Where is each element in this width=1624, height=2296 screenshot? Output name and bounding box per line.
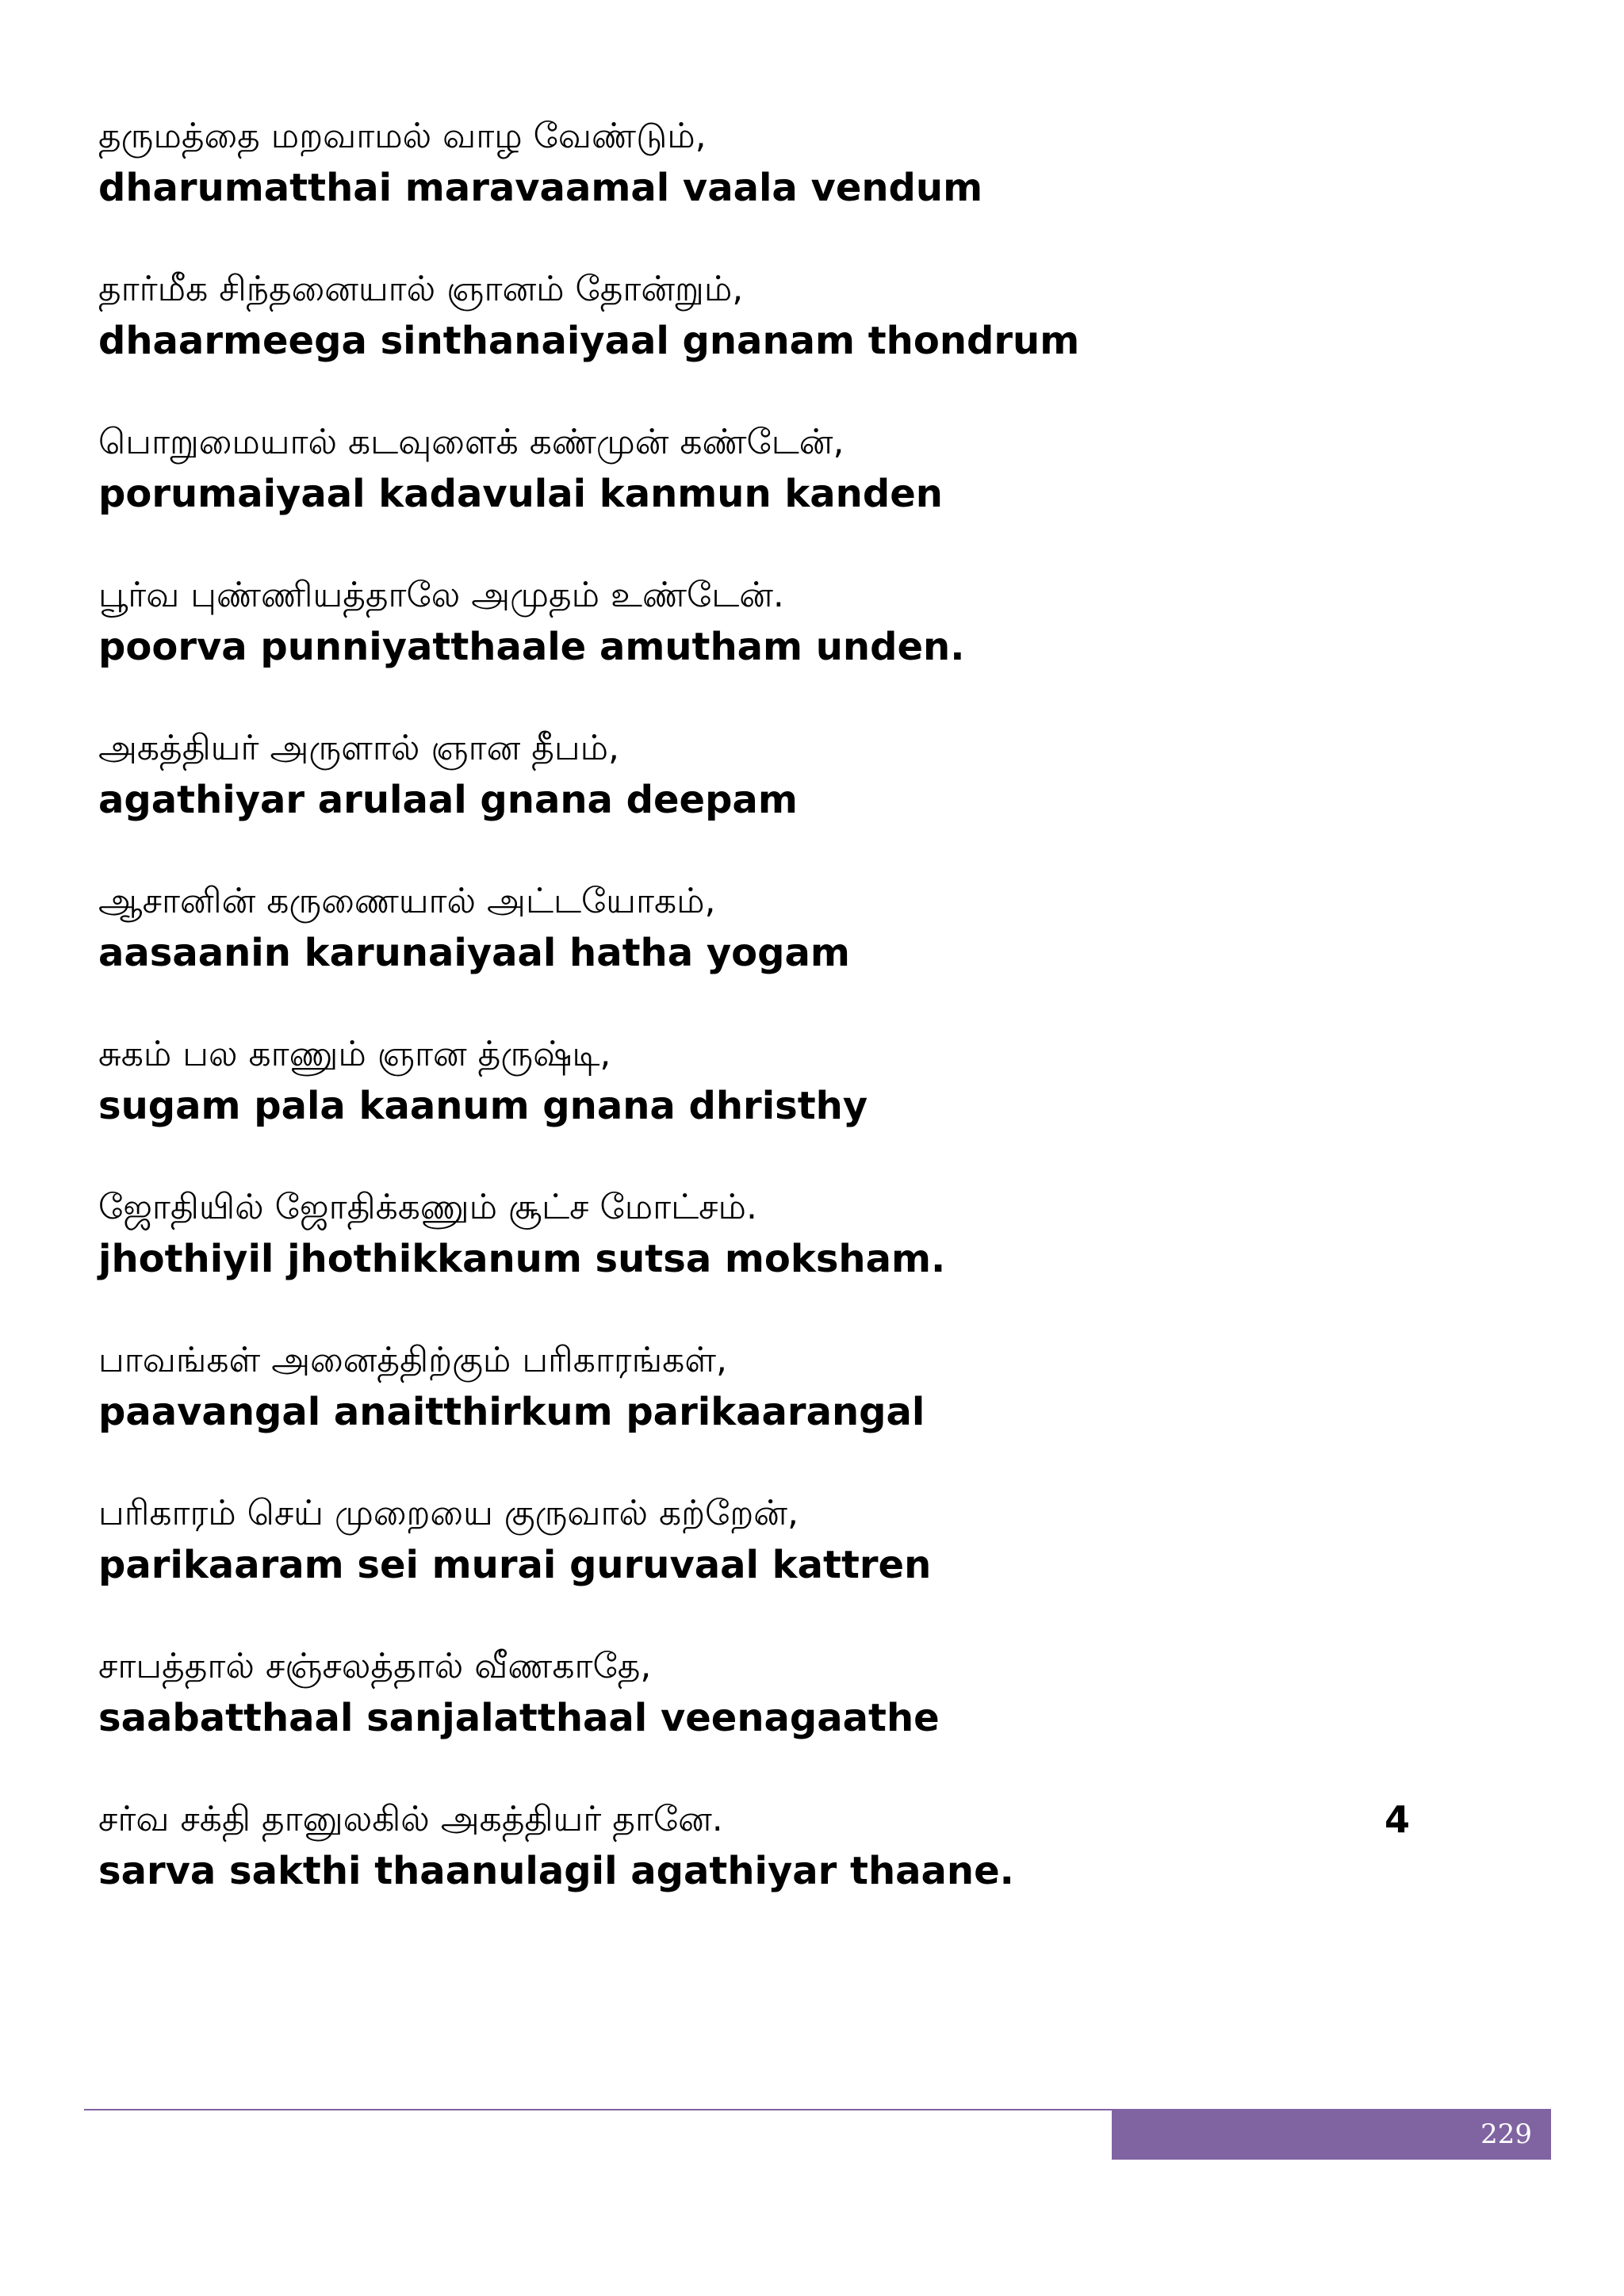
tamil-line: தருமத்தை மறவாமல் வாழ வேண்டும், [98,116,707,156]
verse-couplet [98,723,1446,876]
page-number-box [1112,2109,1551,2160]
tamil-line: பரிகாரம் செய் முறையை குருவால் கற்றேன், [98,1493,799,1533]
verse-couplet [98,1029,1446,1182]
transliteration-line: agathiyar arulaal gnana deepam [98,778,798,822]
transliteration-line: saabatthaal sanjalatthaal veenagaathe [98,1696,940,1740]
verse-couplet [98,1794,1446,1947]
tamil-line: அகத்தியர் அருளால் ஞான தீபம், [98,728,620,768]
tamil-line: தார்மீக சிந்தனையால் ஞானம் தோன்றும், [98,269,744,309]
verse-couplet [98,1335,1446,1488]
transliteration-line: paavangal anaitthirkum parikaarangal [98,1390,925,1434]
transliteration-line: sugam pala kaanum gnana dhristhy [98,1084,868,1128]
verse-couplet [98,876,1446,1029]
tamil-line: ஆசானின் கருணையால் அட்டயோகம், [98,881,716,921]
verse-couplet [98,264,1446,417]
transliteration-line: dharumatthai maravaamal vaala vendum [98,166,983,210]
transliteration-line: parikaaram sei murai guruvaal kattren [98,1543,932,1587]
verse-couplet [98,1488,1446,1641]
tamil-line: சுகம் பல காணும் ஞான த்ருஷ்டி, [98,1034,611,1074]
page-number: 229 [1480,2118,1532,2150]
tamil-line: ஜோதியில் ஜோதிக்கணும் சூட்ச மோட்சம். [98,1187,757,1227]
tamil-line: சர்வ சக்தி தானுலகில் அகத்தியர் தானே. [98,1799,723,1839]
transliteration-line: sarva sakthi thaanulagil agathiyar thaane. [98,1849,1014,1893]
verse-couplet [98,1641,1446,1794]
verse-couplet [98,417,1446,570]
transliteration-line: porumaiyaal kadavulai kanmun kanden [98,472,943,516]
tamil-line: பூர்வ புண்ணியத்தாலே அமுதம் உண்டேன். [98,575,784,615]
tamil-line: சாபத்தால் சஞ்சலத்தால் வீணகாதே, [98,1646,652,1686]
transliteration-line: poorva punniyatthaale amutham unden. [98,625,965,669]
verse-couplet [98,570,1446,723]
transliteration-line: dhaarmeega sinthanaiyaal gnanam thondrum [98,319,1080,363]
tamil-line: பாவங்கள் அனைத்திற்கும் பரிகாரங்கள், [98,1340,727,1380]
verse-couplet [98,1182,1446,1335]
transliteration-line: aasaanin karunaiyaal hatha yogam [98,931,850,975]
verse-couplet [98,111,1446,264]
transliteration-line: jhothiyil jhothikkanum sutsa moksham. [98,1237,946,1281]
verse-list [98,111,1446,1947]
tamil-line: பொறுமையால் கடவுளைக் கண்முன் கண்டேன், [98,422,845,462]
stanza-number: 4 [1385,1798,1411,1841]
